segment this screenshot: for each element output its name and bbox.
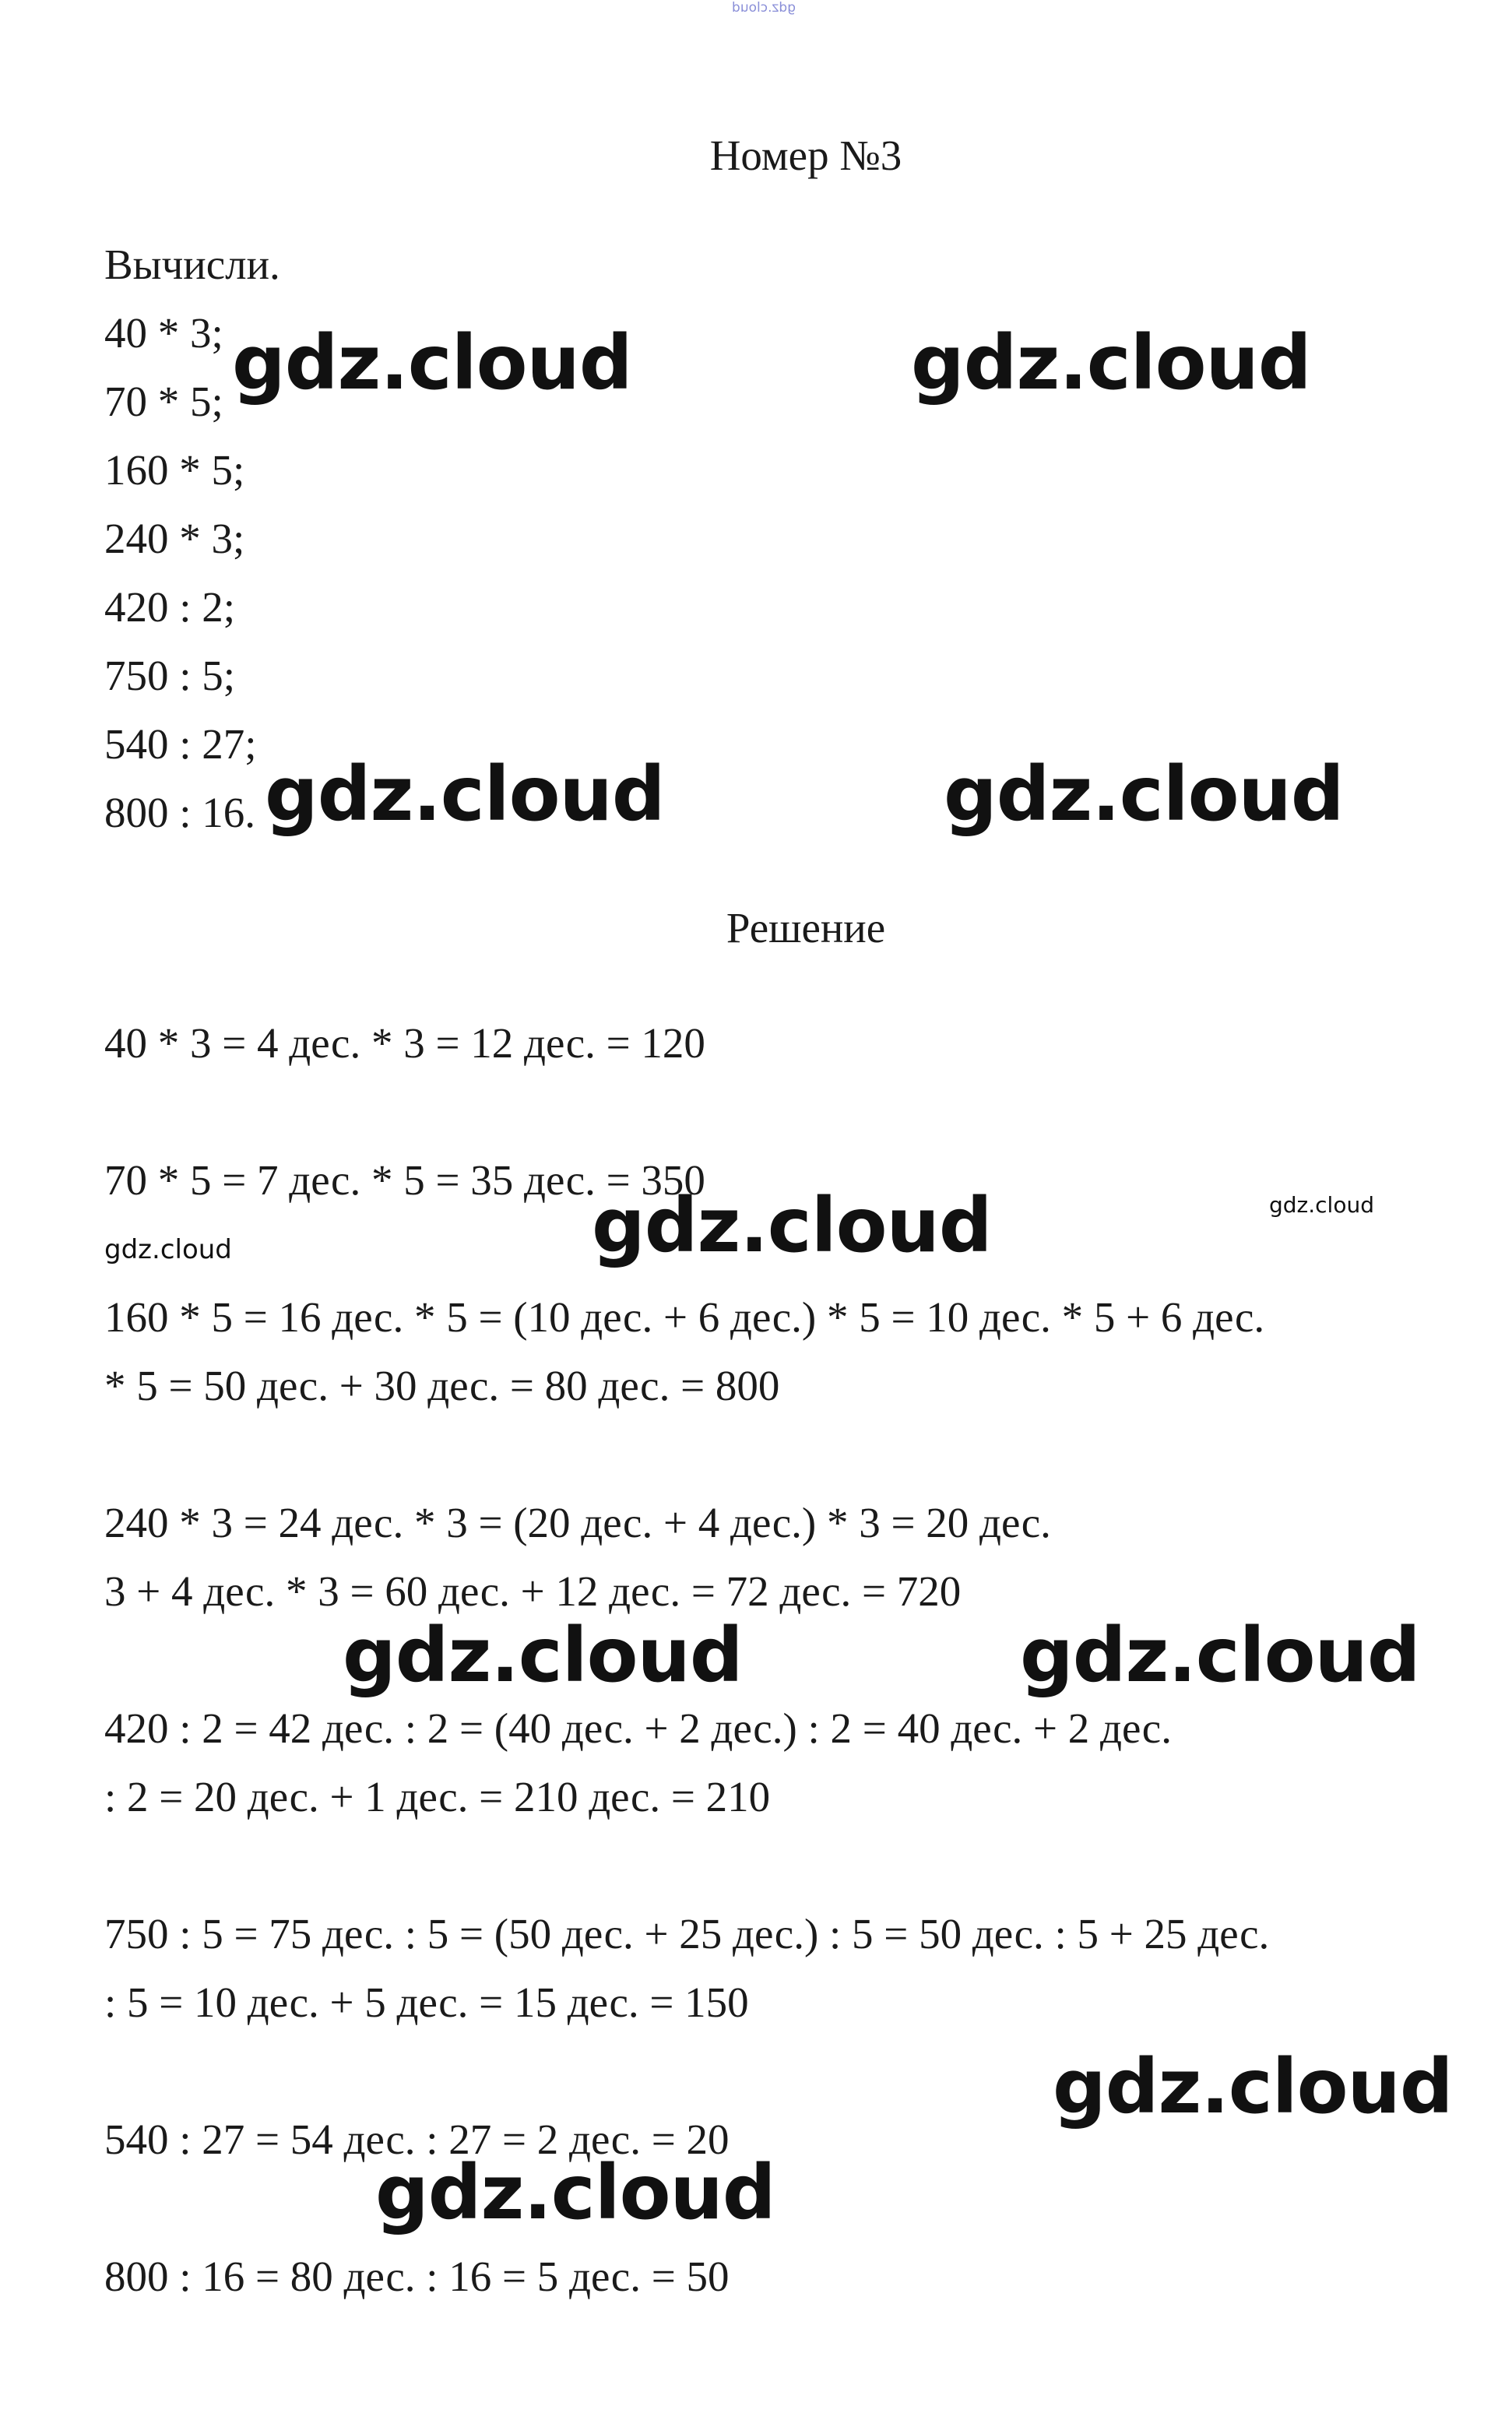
watermark: gdz.cloud: [375, 2149, 775, 2236]
watermark: gdz.cloud: [944, 751, 1344, 838]
solution-line: 750 : 5 = 75 дес. : 5 = (50 дес. + 25 дес.) : 5 = 50 дес. : 5 + 25 дес.: [104, 1910, 1270, 1957]
task-line: 540 : 27;: [104, 720, 257, 768]
task-line: 240 * 3;: [104, 515, 245, 562]
solution-line: : 2 = 20 дес. + 1 дес. = 210 дес. = 210: [104, 1773, 771, 1820]
task-line: 750 : 5;: [104, 652, 236, 699]
watermark: gdz.cloud: [1053, 2043, 1453, 2130]
solution-line: 240 * 3 = 24 дес. * 3 = (20 дес. + 4 дес.) * 3 = 20 дес.: [104, 1499, 1051, 1546]
watermark-small: gdz.cloud: [104, 1234, 232, 1265]
watermark: gdz.cloud: [911, 319, 1311, 406]
watermark-small: gdz.cloud: [1269, 1192, 1374, 1218]
solution-line: 40 * 3 = 4 дес. * 3 = 12 дес. = 120: [104, 1019, 705, 1067]
task-label: Вычисли.: [104, 241, 280, 288]
solution-line: 800 : 16 = 80 дес. : 16 = 5 дес. = 50: [104, 2253, 730, 2300]
watermark: gdz.cloud: [1020, 1612, 1420, 1699]
watermark: gdz.cloud: [592, 1182, 992, 1269]
solution-line: : 5 = 10 дес. + 5 дес. = 15 дес. = 150: [104, 1979, 749, 2026]
solution-line: 160 * 5 = 16 дес. * 5 = (10 дес. + 6 дес.) * 5 = 10 дес. * 5 + 6 дес.: [104, 1293, 1265, 1341]
task-line: 40 * 3;: [104, 309, 223, 357]
solution-line: 70 * 5 = 7 дес. * 5 = 35 дес. = 350: [104, 1156, 705, 1204]
task-line: 800 : 16.: [104, 789, 256, 836]
solution-line: 3 + 4 дес. * 3 = 60 дес. + 12 дес. = 72 дес. = 720: [104, 1567, 962, 1615]
watermark: gdz.cloud: [232, 319, 632, 406]
watermark-tiny: gdz.cloud: [732, 0, 796, 16]
task-line: 70 * 5;: [104, 378, 223, 425]
solution-heading: Решение: [726, 904, 886, 951]
page-title: Номер №3: [709, 132, 902, 179]
solution-line: 420 : 2 = 42 дес. : 2 = (40 дес. + 2 дес.) : 2 = 40 дес. + 2 дес.: [104, 1704, 1172, 1752]
solution-line: 540 : 27 = 54 дес. : 27 = 2 дес. = 20: [104, 2116, 730, 2163]
task-line: 160 * 5;: [104, 446, 245, 494]
watermark: gdz.cloud: [343, 1612, 743, 1699]
watermark: gdz.cloud: [265, 751, 665, 838]
solution-line: * 5 = 50 дес. + 30 дес. = 80 дес. = 800: [104, 1362, 780, 1409]
task-line: 420 : 2;: [104, 583, 236, 631]
